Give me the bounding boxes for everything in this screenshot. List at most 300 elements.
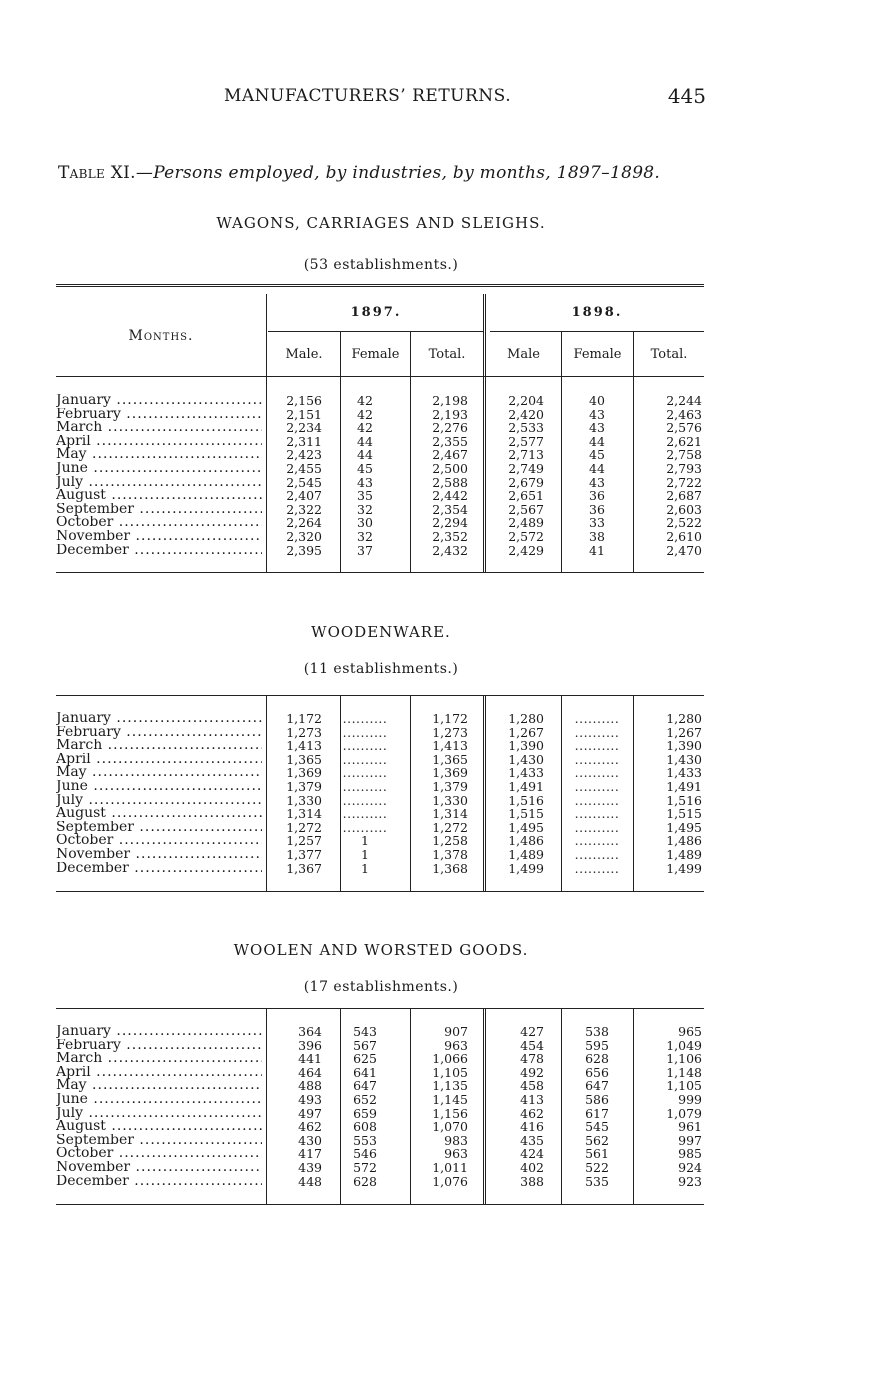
total-1898-cell: 997 [678, 1132, 702, 1148]
total-1898-cell: 1,489 [666, 846, 702, 862]
month-cell: January ..... [56, 394, 262, 408]
total-1898-cell: 923 [678, 1173, 702, 1189]
total-1897-cell: 1,135 [432, 1078, 468, 1094]
total-1898-cell: 2,603 [666, 501, 702, 517]
total-1898-cell: 2,722 [666, 474, 702, 490]
male-1897-cell: 493 [298, 1091, 322, 1107]
male-1897-cell: 497 [298, 1105, 322, 1121]
male-1897-cell: 2,407 [286, 488, 322, 504]
male-1898-cell: 492 [520, 1064, 544, 1080]
total-1898-cell: 1,267 [666, 724, 702, 740]
running-head [56, 86, 706, 112]
male-1897-cell: 462 [298, 1119, 322, 1135]
male-1898-cell: 2,567 [508, 501, 544, 517]
male-1897-cell: 1,314 [286, 806, 322, 822]
month-cell: January ..... [56, 712, 262, 726]
total-1897-cell: 1,368 [432, 860, 468, 876]
table-row [56, 1039, 704, 1053]
female-1898-cell: .......... [574, 724, 620, 740]
female-1898-cell: 45 [589, 447, 605, 463]
female-1898-cell: 522 [585, 1159, 609, 1175]
total-1898-cell: 2,244 [666, 393, 702, 408]
table-row [56, 821, 704, 835]
month-cell: December ..... [56, 862, 262, 876]
male-1897-cell: 430 [298, 1132, 322, 1148]
female-1897-cell: 1 [361, 860, 369, 876]
table-row [56, 1079, 704, 1093]
total-1897-cell: 1,272 [432, 819, 468, 835]
total-1898-cell: 2,610 [666, 528, 702, 544]
table-row [56, 1052, 704, 1066]
total-1898-cell: 1,280 [666, 711, 702, 726]
female-1897-cell: .......... [342, 806, 388, 822]
table-name: Table XI. [58, 163, 136, 183]
male-1898-cell: 424 [520, 1146, 544, 1162]
total-1897-cell: 2,352 [432, 528, 468, 544]
page-number: 445 [667, 84, 706, 108]
female-1898-cell: .......... [574, 860, 620, 876]
female-1898-cell: 538 [585, 1024, 609, 1039]
total-1897-cell: 2,354 [432, 501, 468, 517]
male-1897-cell: 1,413 [286, 738, 322, 754]
section-title: WOODENWARE. [311, 623, 451, 641]
male-1897-cell: 1,330 [286, 792, 322, 808]
male-1897-cell: 441 [298, 1051, 322, 1067]
month-cell: December ..... [56, 544, 262, 558]
table-row [56, 794, 704, 808]
month-cell: September ..... [56, 503, 262, 517]
male-1897-cell: 1,367 [286, 860, 322, 876]
female-1897-cell: .......... [342, 738, 388, 754]
total-1898-cell: 1,499 [666, 860, 702, 876]
col-header-total: Total. [650, 347, 688, 362]
female-1898-cell: .......... [574, 738, 620, 754]
total-1898-cell: 1,495 [666, 819, 702, 835]
total-1897-cell: 2,467 [432, 447, 468, 463]
table-row [56, 726, 704, 740]
male-1897-cell: 2,311 [286, 433, 322, 449]
table-row [56, 408, 704, 422]
female-1897-cell: 32 [357, 528, 373, 544]
col-header-female: Female [573, 347, 622, 362]
male-1898-cell: 2,204 [508, 393, 544, 408]
table-row [56, 448, 704, 462]
female-1898-cell: 40 [589, 393, 605, 408]
table-row [56, 462, 704, 476]
female-1898-cell: .......... [574, 846, 620, 862]
female-1897-cell: 572 [353, 1159, 377, 1175]
male-1898-cell: 2,572 [508, 528, 544, 544]
table-row [56, 1161, 704, 1175]
female-1897-cell: 43 [357, 474, 373, 490]
female-1897-cell: 35 [357, 488, 373, 504]
male-1897-cell: 1,172 [286, 711, 322, 726]
month-cell: May ..... [56, 1079, 262, 1093]
year-rule-1897 [268, 331, 484, 332]
total-1898-cell: 965 [678, 1024, 702, 1039]
male-1898-cell: 1,267 [508, 724, 544, 740]
female-1898-cell: .......... [574, 819, 620, 835]
table-row [56, 544, 704, 558]
total-1897-cell: 1,378 [432, 846, 468, 862]
month-cell: February ..... [56, 1039, 262, 1053]
month-cell: February ..... [56, 408, 262, 422]
female-1898-cell: 535 [585, 1173, 609, 1189]
table-row [56, 503, 704, 517]
month-cell: June ..... [56, 780, 262, 794]
male-1898-cell: 402 [520, 1159, 544, 1175]
section-title: WAGONS, CARRIAGES AND SLEIGHS. [216, 214, 546, 232]
male-1898-cell: 1,486 [508, 833, 544, 849]
total-1897-cell: 1,273 [432, 724, 468, 740]
total-1897-cell: 1,172 [432, 711, 468, 726]
table-row [56, 530, 704, 544]
male-1898-cell: 1,390 [508, 738, 544, 754]
month-cell: June ..... [56, 1093, 262, 1107]
total-1898-cell: 2,758 [666, 447, 702, 463]
total-1898-cell: 1,049 [666, 1037, 702, 1053]
col-header-male: Male [507, 347, 540, 362]
table-row [56, 780, 704, 794]
total-1897-cell: 963 [444, 1037, 468, 1053]
female-1898-cell: 561 [585, 1146, 609, 1162]
male-1898-cell: 1,515 [508, 806, 544, 822]
table-row [56, 739, 704, 753]
section-subtitle: (11 establishments.) [303, 661, 459, 677]
total-1898-cell: 1,105 [666, 1078, 702, 1094]
female-1898-cell: 586 [585, 1091, 609, 1107]
total-1898-cell: 1,148 [666, 1064, 702, 1080]
male-1898-cell: 458 [520, 1078, 544, 1094]
female-1897-cell: 44 [357, 447, 373, 463]
running-title: MANUFACTURERS’ RETURNS. [224, 86, 512, 106]
male-1897-cell: 488 [298, 1078, 322, 1094]
total-1897-cell: 1,105 [432, 1064, 468, 1080]
male-1898-cell: 427 [520, 1024, 544, 1039]
table-row [56, 834, 704, 848]
table-body [56, 1025, 704, 1188]
total-1897-cell: 1,365 [432, 751, 468, 767]
female-1897-cell: 543 [353, 1024, 377, 1039]
months-header: Months. [128, 328, 194, 344]
month-cell: May ..... [56, 448, 262, 462]
table-row [56, 394, 704, 408]
month-cell: October ..... [56, 516, 262, 530]
month-cell: May ..... [56, 766, 262, 780]
male-1898-cell: 1,433 [508, 765, 544, 781]
male-1897-cell: 364 [298, 1024, 322, 1039]
total-1897-cell: 1,076 [432, 1173, 468, 1189]
female-1897-cell: 641 [353, 1064, 377, 1080]
total-1898-cell: 1,433 [666, 765, 702, 781]
month-cell: November ..... [56, 530, 262, 544]
total-1897-cell: 1,379 [432, 778, 468, 794]
male-1897-cell: 2,151 [286, 406, 322, 422]
female-1897-cell: .......... [342, 765, 388, 781]
male-1897-cell: 1,365 [286, 751, 322, 767]
male-1898-cell: 478 [520, 1051, 544, 1067]
male-1898-cell: 2,679 [508, 474, 544, 490]
male-1898-cell: 435 [520, 1132, 544, 1148]
total-1897-cell: 1,066 [432, 1051, 468, 1067]
month-cell: July ..... [56, 794, 262, 808]
month-cell: November ..... [56, 848, 262, 862]
male-1897-cell: 2,423 [286, 447, 322, 463]
male-1897-cell: 439 [298, 1159, 322, 1175]
total-1898-cell: 1,515 [666, 806, 702, 822]
section-title: WOOLEN AND WORSTED GOODS. [233, 941, 529, 959]
header-bottom-rule [56, 376, 704, 377]
female-1897-cell: 42 [357, 393, 373, 408]
male-1897-cell: 1,369 [286, 765, 322, 781]
male-1897-cell: 1,379 [286, 778, 322, 794]
female-1897-cell: 1 [361, 833, 369, 849]
male-1897-cell: 2,264 [286, 515, 322, 531]
female-1897-cell: 30 [357, 515, 373, 531]
total-1898-cell: 1,106 [666, 1051, 702, 1067]
table-row [56, 1175, 704, 1189]
total-1897-cell: 2,198 [432, 393, 468, 408]
male-1897-cell: 2,545 [286, 474, 322, 490]
table-top-rule [56, 695, 704, 696]
female-1898-cell: 43 [589, 420, 605, 436]
male-1898-cell: 2,533 [508, 420, 544, 436]
female-1897-cell: 546 [353, 1146, 377, 1162]
male-1897-cell: 1,377 [286, 846, 322, 862]
male-1897-cell: 396 [298, 1037, 322, 1053]
female-1897-cell: 553 [353, 1132, 377, 1148]
total-1897-cell: 2,193 [432, 406, 468, 422]
table-row [56, 766, 704, 780]
female-1897-cell: 44 [357, 433, 373, 449]
female-1898-cell: 628 [585, 1051, 609, 1067]
male-1898-cell: 388 [520, 1173, 544, 1189]
table-top-rule [56, 1008, 704, 1009]
total-1897-cell: 2,588 [432, 474, 468, 490]
table-caption [58, 163, 708, 183]
male-1897-cell: 2,455 [286, 460, 322, 476]
month-cell: March ..... [56, 421, 262, 435]
table-bottom-rule [56, 891, 704, 892]
month-cell: April ..... [56, 753, 262, 767]
female-1897-cell: .......... [342, 711, 388, 726]
table-row [56, 848, 704, 862]
male-1898-cell: 2,749 [508, 460, 544, 476]
year-header-1898: 1898. [571, 305, 623, 320]
month-cell: November ..... [56, 1161, 262, 1175]
total-1898-cell: 2,576 [666, 420, 702, 436]
table-row [56, 1147, 704, 1161]
month-cell: February ..... [56, 726, 262, 740]
table-row [56, 807, 704, 821]
male-1898-cell: 2,420 [508, 406, 544, 422]
col-header-total: Total. [428, 347, 466, 362]
table-row [56, 1025, 704, 1039]
female-1897-cell: .......... [342, 792, 388, 808]
total-1898-cell: 1,390 [666, 738, 702, 754]
female-1897-cell: 32 [357, 501, 373, 517]
female-1897-cell: 628 [353, 1173, 377, 1189]
total-1897-cell: 1,258 [432, 833, 468, 849]
total-1897-cell: 1,156 [432, 1105, 468, 1121]
total-1898-cell: 2,463 [666, 406, 702, 422]
total-1897-cell: 1,070 [432, 1119, 468, 1135]
female-1897-cell: 608 [353, 1119, 377, 1135]
year-rule-1898 [490, 331, 704, 332]
female-1898-cell: .......... [574, 751, 620, 767]
table-row [56, 1066, 704, 1080]
female-1897-cell: .......... [342, 778, 388, 794]
female-1898-cell: 647 [585, 1078, 609, 1094]
table-bottom-rule [56, 1204, 704, 1205]
male-1898-cell: 2,489 [508, 515, 544, 531]
month-cell: December ..... [56, 1175, 262, 1189]
male-1898-cell: 2,577 [508, 433, 544, 449]
month-cell: March ..... [56, 739, 262, 753]
table-row [56, 862, 704, 876]
male-1898-cell: 413 [520, 1091, 544, 1107]
table-row [56, 1107, 704, 1121]
total-1898-cell: 2,522 [666, 515, 702, 531]
female-1897-cell: 42 [357, 420, 373, 436]
female-1897-cell: 37 [357, 542, 373, 558]
month-cell: April ..... [56, 435, 262, 449]
female-1898-cell: 44 [589, 460, 605, 476]
total-1897-cell: 907 [444, 1024, 468, 1039]
table-row [56, 489, 704, 503]
total-1897-cell: 1,369 [432, 765, 468, 781]
total-1897-cell: 2,294 [432, 515, 468, 531]
total-1898-cell: 2,793 [666, 460, 702, 476]
total-1898-cell: 2,687 [666, 488, 702, 504]
male-1897-cell: 2,322 [286, 501, 322, 517]
total-1897-cell: 1,330 [432, 792, 468, 808]
female-1898-cell: 562 [585, 1132, 609, 1148]
table-row [56, 1120, 704, 1134]
month-cell: September ..... [56, 1134, 262, 1148]
total-1898-cell: 1,486 [666, 833, 702, 849]
male-1898-cell: 1,491 [508, 778, 544, 794]
col-header-female: Female [351, 347, 400, 362]
month-cell: July ..... [56, 476, 262, 490]
table-row [56, 516, 704, 530]
total-1897-cell: 2,442 [432, 488, 468, 504]
table-row [56, 712, 704, 726]
female-1897-cell: 647 [353, 1078, 377, 1094]
male-1898-cell: 1,499 [508, 860, 544, 876]
male-1898-cell: 416 [520, 1119, 544, 1135]
male-1898-cell: 1,280 [508, 711, 544, 726]
table-row [56, 435, 704, 449]
female-1897-cell: 567 [353, 1037, 377, 1053]
section-subtitle: (17 establishments.) [303, 979, 459, 995]
female-1897-cell: .......... [342, 724, 388, 740]
total-1897-cell: 963 [444, 1146, 468, 1162]
table-description: —Persons employed, by industries, by months, 1897–1898. [135, 163, 661, 183]
month-cell: July ..... [56, 1107, 262, 1121]
month-cell: October ..... [56, 834, 262, 848]
female-1897-cell: 1 [361, 846, 369, 862]
female-1897-cell: .......... [342, 819, 388, 835]
section-subtitle: (53 establishments.) [303, 257, 459, 273]
female-1898-cell: .......... [574, 765, 620, 781]
table-woodenware [56, 695, 704, 895]
female-1898-cell: .......... [574, 792, 620, 808]
total-1898-cell: 2,621 [666, 433, 702, 449]
col-header-male: Male. [285, 347, 323, 362]
male-1898-cell: 1,516 [508, 792, 544, 808]
table-row [56, 421, 704, 435]
male-1897-cell: 464 [298, 1064, 322, 1080]
female-1897-cell: 42 [357, 406, 373, 422]
female-1898-cell: 43 [589, 474, 605, 490]
female-1898-cell: 38 [589, 528, 605, 544]
female-1898-cell: 36 [589, 501, 605, 517]
female-1898-cell: 656 [585, 1064, 609, 1080]
male-1897-cell: 1,273 [286, 724, 322, 740]
male-1898-cell: 462 [520, 1105, 544, 1121]
table-row [56, 1134, 704, 1148]
month-cell: September ..... [56, 821, 262, 835]
month-cell: January ..... [56, 1025, 262, 1039]
total-1897-cell: 1,413 [432, 738, 468, 754]
total-1898-cell: 2,470 [666, 542, 702, 558]
month-cell: April ..... [56, 1066, 262, 1080]
male-1897-cell: 448 [298, 1173, 322, 1189]
male-1898-cell: 2,651 [508, 488, 544, 504]
female-1898-cell: 545 [585, 1119, 609, 1135]
male-1897-cell: 2,320 [286, 528, 322, 544]
table-row [56, 476, 704, 490]
total-1898-cell: 1,516 [666, 792, 702, 808]
female-1897-cell: 45 [357, 460, 373, 476]
table-row [56, 1093, 704, 1107]
month-cell: August ..... [56, 807, 262, 821]
total-1897-cell: 2,355 [432, 433, 468, 449]
total-1898-cell: 1,491 [666, 778, 702, 794]
table-row [56, 753, 704, 767]
female-1898-cell: 36 [589, 488, 605, 504]
total-1897-cell: 1,145 [432, 1091, 468, 1107]
female-1898-cell: .......... [574, 833, 620, 849]
male-1898-cell: 2,713 [508, 447, 544, 463]
male-1898-cell: 1,489 [508, 846, 544, 862]
male-1897-cell: 2,156 [286, 393, 322, 408]
table-top-rule [56, 284, 704, 287]
total-1898-cell: 999 [678, 1091, 702, 1107]
total-1897-cell: 2,432 [432, 542, 468, 558]
female-1898-cell: 595 [585, 1037, 609, 1053]
female-1898-cell: 617 [585, 1105, 609, 1121]
table-bottom-rule [56, 572, 704, 573]
female-1898-cell: 44 [589, 433, 605, 449]
month-cell: June ..... [56, 462, 262, 476]
female-1897-cell: 652 [353, 1091, 377, 1107]
table-woolen [56, 1008, 704, 1208]
male-1897-cell: 417 [298, 1146, 322, 1162]
total-1898-cell: 1,430 [666, 751, 702, 767]
male-1898-cell: 454 [520, 1037, 544, 1053]
year-header-1897: 1897. [350, 305, 402, 320]
male-1897-cell: 2,395 [286, 542, 322, 558]
male-1897-cell: 2,234 [286, 420, 322, 436]
male-1898-cell: 1,495 [508, 819, 544, 835]
female-1898-cell: .......... [574, 711, 620, 726]
total-1898-cell: 1,079 [666, 1105, 702, 1121]
female-1897-cell: .......... [342, 751, 388, 767]
month-cell: August ..... [56, 489, 262, 503]
male-1898-cell: 1,430 [508, 751, 544, 767]
